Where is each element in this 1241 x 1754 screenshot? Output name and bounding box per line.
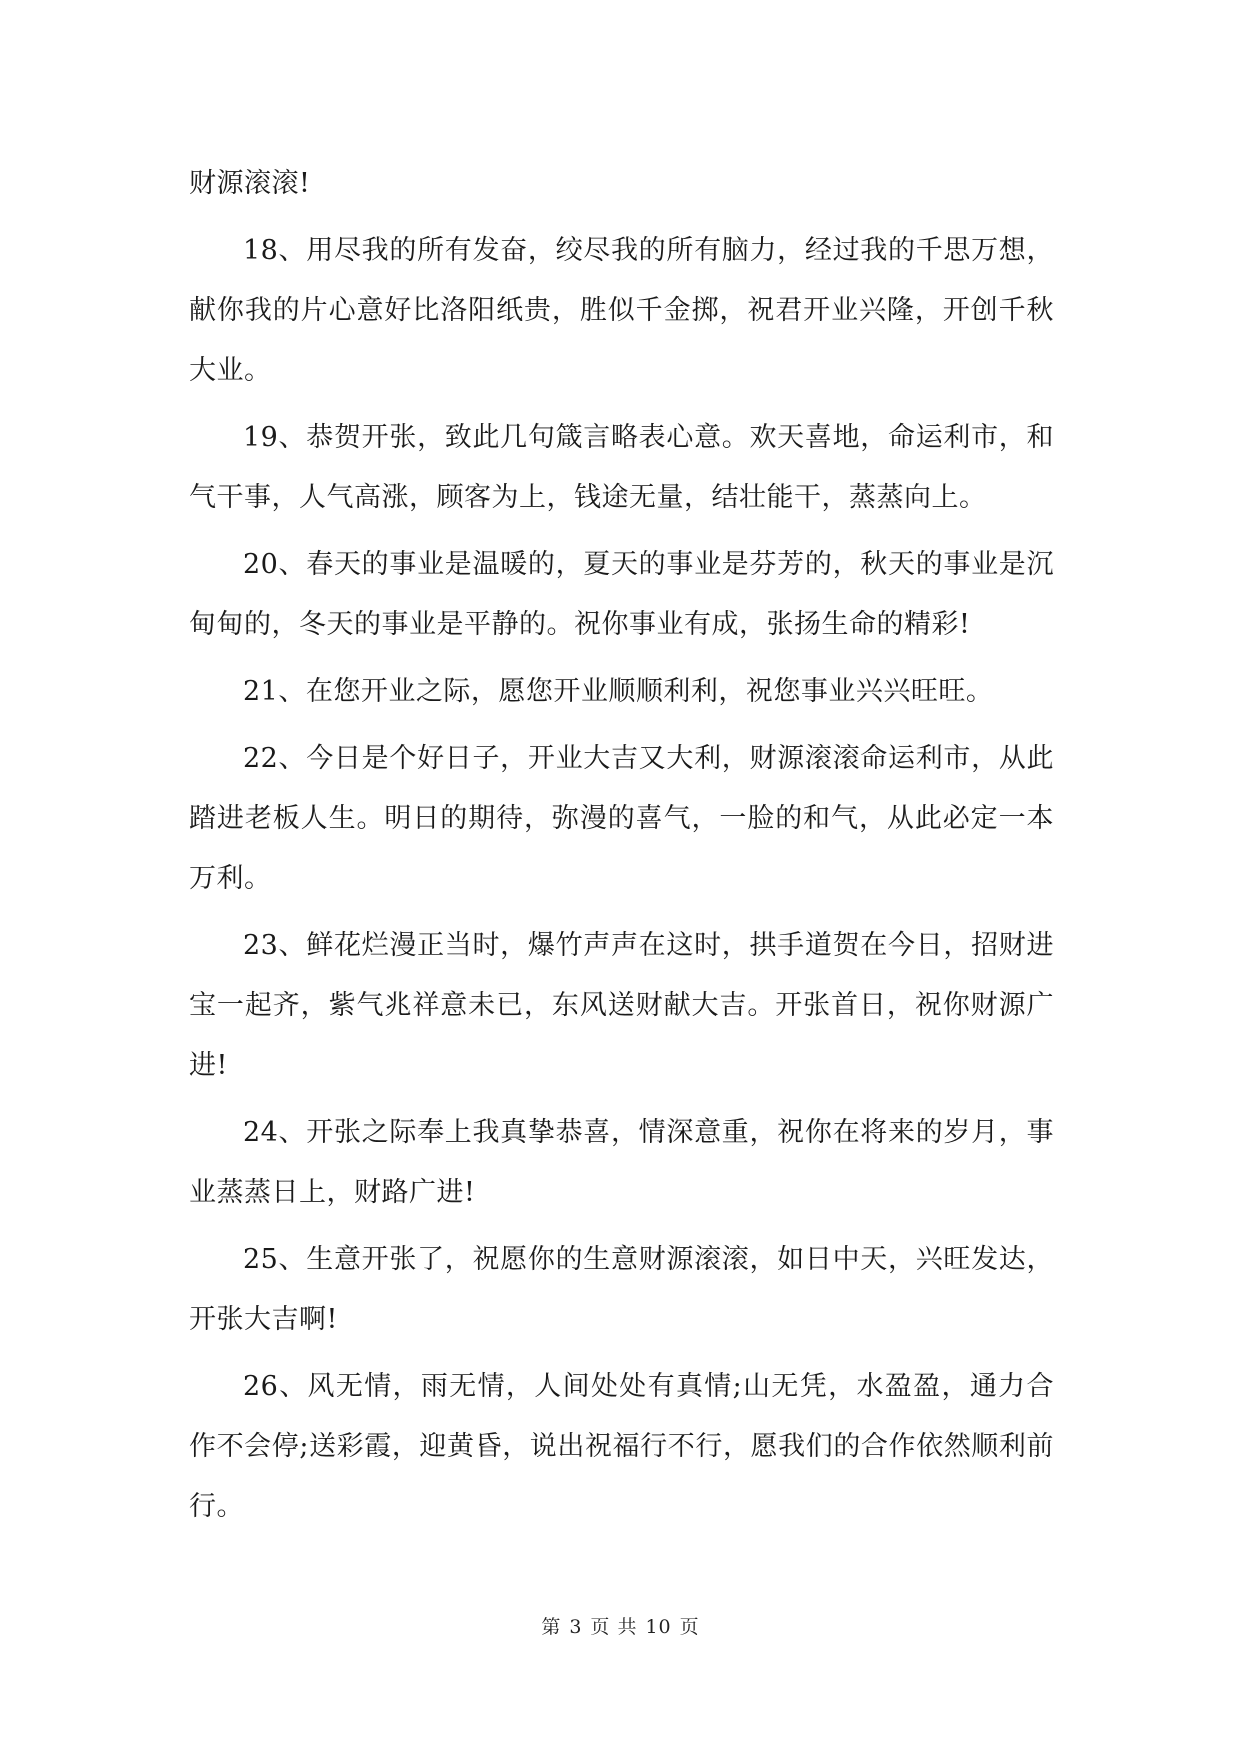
paragraph: 18、用尽我的所有发奋，绞尽我的所有脑力，经过我的千思万想，献你我的片心意好比洛阳纸贵，胜似千金掷，祝君开业兴隆，开创千秋大业。 — [189, 235, 1054, 386]
footer-total-pages: 10 — [645, 1616, 672, 1638]
document-body — [189, 154, 1054, 1544]
paragraph: 20、春天的事业是温暖的，夏天的事业是芬芳的，秋天的事业是沉甸甸的，冬天的事业是平静的。祝你事业有成，张扬生命的精彩! — [189, 549, 1054, 640]
paragraph: 23、鲜花烂漫正当时，爆竹声声在这时，拱手道贺在今日，招财进宝一起齐，紫气兆祥意未已，东风送财献大吉。开张首日，祝你财源广进! — [189, 930, 1054, 1081]
paragraph: 19、恭贺开张，致此几句箴言略表心意。欢天喜地，命运利市，和气干事，人气高涨，顾客为上，钱途无量，结壮能干，蒸蒸向上。 — [189, 422, 1054, 513]
footer-prefix: 第 — [541, 1616, 562, 1638]
page-footer — [0, 1612, 1241, 1639]
footer-page-number: 3 — [569, 1616, 583, 1638]
footer-middle: 页 共 — [590, 1616, 638, 1638]
paragraph: 22、今日是个好日子，开业大吉又大利，财源滚滚命运利市，从此踏进老板人生。明日的期待，弥漫的喜气，一脸的和气，从此必定一本万利。 — [189, 743, 1054, 894]
paragraph: 25、生意开张了，祝愿你的生意财源滚滚，如日中天，兴旺发达，开张大吉啊! — [189, 1244, 1054, 1335]
paragraph: 21、在您开业之际，愿您开业顺顺利利，祝您事业兴兴旺旺。 — [243, 676, 994, 707]
footer-suffix: 页 — [679, 1616, 700, 1638]
paragraph: 26、风无情，雨无情，人间处处有真情;山无凭，水盈盈，通力合作不会停;送彩霞，迎黄昏，说出祝福行不行，愿我们的合作依然顺利前行。 — [189, 1371, 1054, 1522]
paragraph: 财源滚滚! — [189, 168, 311, 199]
paragraph: 24、开张之际奉上我真挚恭喜，情深意重，祝你在将来的岁月，事业蒸蒸日上，财路广进! — [189, 1117, 1054, 1208]
